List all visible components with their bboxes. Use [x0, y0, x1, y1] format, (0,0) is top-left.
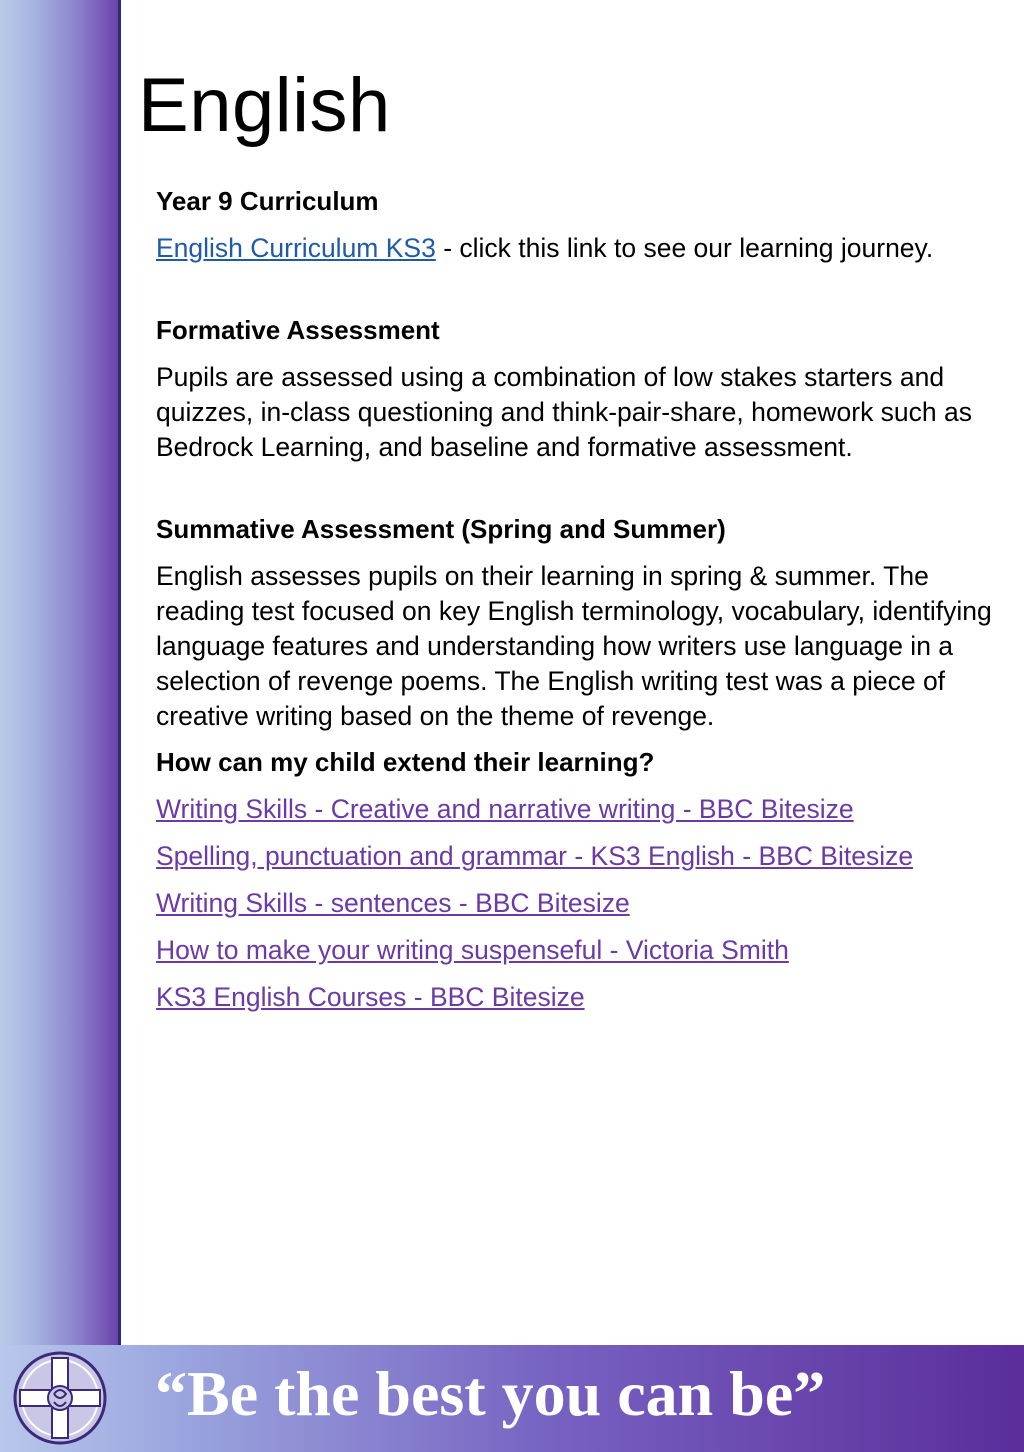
main-content — [156, 184, 1006, 1027]
left-decorative-sidebar — [0, 0, 120, 1345]
curriculum-heading: Year 9 Curriculum — [156, 186, 379, 216]
extend-links-list — [156, 792, 1006, 1015]
footer-motto: “Be the best you can be” — [155, 1358, 826, 1429]
link-suspenseful-writing[interactable]: How to make your writing suspenseful - Victoria Smith — [156, 935, 789, 965]
formative-heading: Formative Assessment — [156, 315, 440, 345]
link-ks3-english-courses[interactable]: KS3 English Courses - BBC Bitesize — [156, 982, 585, 1012]
link-creative-narrative-writing[interactable]: Writing Skills - Creative and narrative writing - BBC Bitesize — [156, 794, 854, 824]
curriculum-paragraph — [156, 231, 1006, 266]
summative-body: English assesses pupils on their learning in spring & summer. The reading test focused on key English terminology, vocabulary, identifying language features and understanding how writers use language in a selection of revenge poems. The English writing test was a piece of creative writing based on the theme of revenge. — [156, 561, 992, 731]
link-spelling-punctuation-grammar[interactable]: Spelling, punctuation and grammar - KS3 English - BBC Bitesize — [156, 841, 914, 871]
link-writing-sentences[interactable]: Writing Skills - sentences - BBC Bitesize — [156, 888, 630, 918]
page-title: English — [138, 63, 391, 148]
school-crest-icon — [12, 1350, 108, 1446]
sidebar-edge-line — [118, 0, 121, 1345]
curriculum-link-suffix: - click this link to see our learning journey. — [435, 233, 934, 263]
formative-body: Pupils are assessed using a combination of low stakes starters and quizzes, in-class questioning and think-pair-share, homework such as Bedrock Learning, and baseline and formative assessment. — [156, 362, 973, 462]
english-curriculum-ks3-link[interactable]: English Curriculum KS3 — [156, 233, 436, 263]
extend-heading: How can my child extend their learning? — [156, 747, 655, 777]
summative-heading: Summative Assessment (Spring and Summer) — [156, 514, 726, 544]
